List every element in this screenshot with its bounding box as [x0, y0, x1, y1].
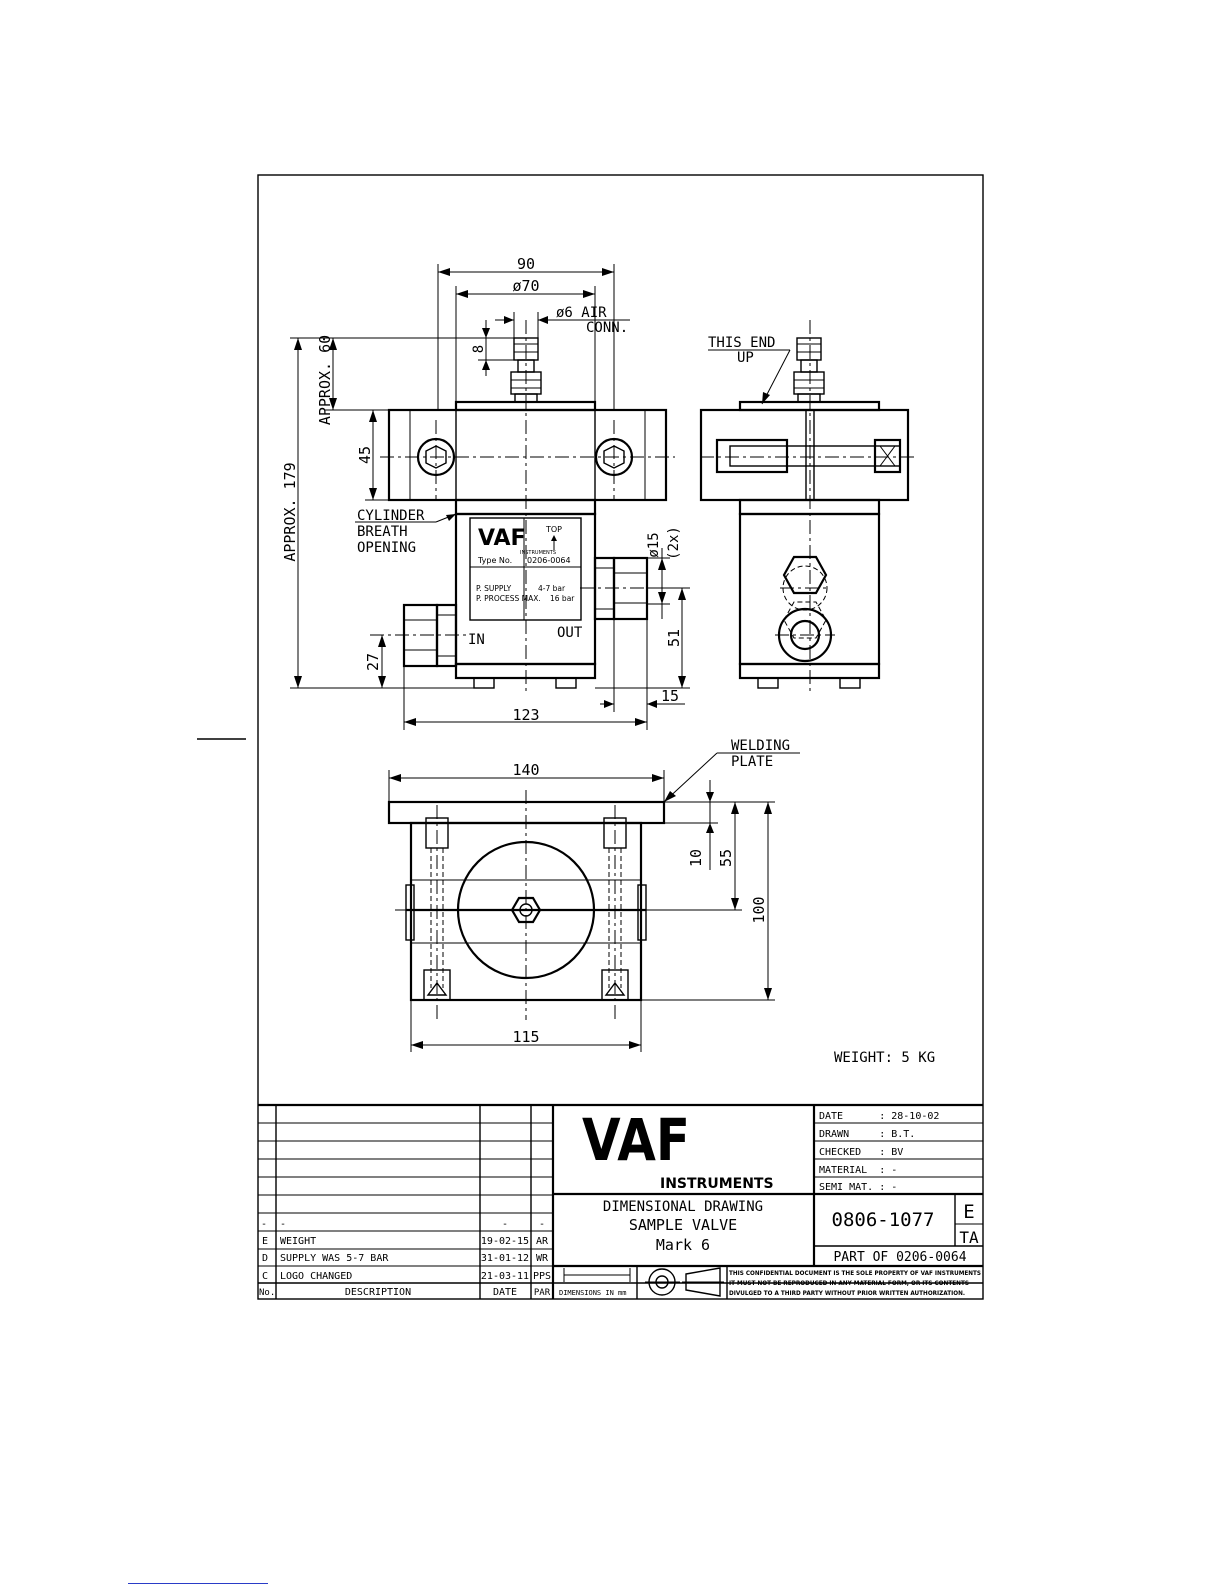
welding-label: WELDING	[731, 738, 791, 754]
rev-header-no: No.	[259, 1288, 276, 1298]
rev-par: AR	[535, 1236, 549, 1247]
rev-no: -	[261, 1219, 268, 1230]
nameplate-supply-value: 4-7 bar	[538, 584, 566, 593]
rev-desc: WEIGHT	[280, 1236, 317, 1247]
confidential-1: THIS CONFIDENTIAL DOCUMENT IS THE SOLE PROPERTY OF VAF INSTRUMENTS	[729, 1270, 981, 1277]
nameplate-supply-label: P. SUPPLY	[476, 584, 512, 593]
rev-par: PPS	[532, 1271, 552, 1282]
tb-semi-mat: SEMI MAT. : -	[819, 1182, 898, 1193]
side-air-fitting	[797, 338, 821, 360]
opening-label: OPENING	[357, 540, 417, 556]
dim-approx-179: APPROX. 179	[281, 462, 299, 562]
dim-140: 140	[512, 761, 540, 779]
dim-100: 100	[750, 896, 768, 924]
dim-115: 115	[512, 1028, 540, 1046]
sheet-size: TA	[959, 1228, 979, 1247]
dim-70: ø70	[512, 277, 540, 295]
rev-no: C	[262, 1271, 269, 1282]
dim-51: 51	[665, 628, 683, 648]
dim-123: 123	[512, 706, 540, 724]
rev-desc: SUPPLY WAS 5-7 BAR	[280, 1253, 389, 1264]
nameplate-instruments: INSTRUMENTS	[520, 550, 557, 556]
conn-label: CONN.	[586, 320, 629, 336]
confidential-3: DIVULGED TO A THIRD PARTY WITHOUT PRIOR WRITTEN AUTHORIZATION.	[729, 1290, 965, 1297]
rev-par: WR	[535, 1253, 549, 1264]
dim-6-air: ø6 AIR	[556, 305, 607, 321]
revision-letter: E	[963, 1201, 975, 1223]
front-dimensions	[290, 264, 690, 730]
breath-label: BREATH	[357, 524, 408, 540]
nameplate-type-value: 0206-0064	[527, 556, 571, 565]
rev-par: -	[538, 1219, 546, 1230]
side-view	[700, 320, 915, 695]
nameplate-top: TOP	[546, 525, 563, 534]
rev-header-par: PAR	[533, 1288, 551, 1298]
rev-desc: -	[280, 1219, 287, 1230]
rev-no: E	[262, 1236, 269, 1247]
dim-approx-60: APPROX. 60	[316, 334, 334, 426]
nameplate-type-label: Type No.	[478, 556, 513, 565]
clamp-section	[701, 410, 908, 500]
this-end-label: THIS END	[708, 335, 776, 351]
cylinder-label: CYLINDER	[357, 508, 425, 524]
rev-date: 19-02-15	[480, 1236, 530, 1247]
title-block	[559, 1106, 981, 1297]
rev-header-date: DATE	[492, 1287, 518, 1298]
dim-55: 55	[717, 848, 735, 868]
bottom-bolt	[556, 678, 576, 688]
title-line-1: DIMENSIONAL DRAWING	[602, 1199, 764, 1215]
tb-date: DATE : 28-10-02	[819, 1111, 940, 1122]
title-line-2: SAMPLE VALVE	[628, 1216, 738, 1234]
rev-date: -	[501, 1219, 509, 1230]
drawing-number: 0806-1077	[831, 1209, 935, 1231]
nameplate-process-label: P. PROCESS MAX.	[476, 594, 541, 603]
dim-8: 8	[471, 344, 487, 354]
rev-desc: LOGO CHANGED	[280, 1271, 353, 1282]
up-label: UP	[737, 350, 754, 366]
rev-date: 21-03-11	[480, 1271, 530, 1282]
dim-2x: (2x)	[666, 526, 682, 560]
rev-no: D	[262, 1253, 269, 1264]
dim-90: 90	[516, 255, 536, 273]
vaf-logo: VAF	[582, 1106, 690, 1174]
title-line-3: Mark 6	[655, 1236, 711, 1254]
rev-header-desc: DESCRIPTION	[344, 1287, 412, 1298]
rev-date: 31-01-12	[480, 1253, 530, 1264]
plan-view	[389, 790, 664, 1020]
in-label: IN	[468, 632, 485, 648]
nameplate-process-value: 16 bar	[550, 594, 575, 603]
out-label: OUT	[557, 625, 583, 641]
bolt-section	[717, 440, 787, 472]
tb-drawn: DRAWN : B.T.	[819, 1129, 916, 1140]
dim-15-dia: ø15	[646, 532, 662, 558]
weight-label: WEIGHT: 5 KG	[834, 1050, 936, 1066]
confidential-2: IT MUST NOT BE REPRODUCED IN ANY MATERIAL FORM, OR ITS CONTENTS	[729, 1280, 969, 1287]
dim-45: 45	[356, 445, 374, 465]
bottom-bolt	[474, 678, 494, 688]
tb-material: MATERIAL : -	[819, 1165, 898, 1176]
vaf-logo-sub: INSTRUMENTS	[660, 1176, 774, 1192]
tb-checked: CHECKED : BV	[819, 1147, 904, 1158]
dim-15: 15	[660, 687, 680, 705]
plate-label: PLATE	[731, 754, 774, 770]
dimensions-in: DIMENSIONS IN mm	[559, 1289, 627, 1297]
part-of: PART OF 0206-0064	[833, 1250, 967, 1265]
dim-10: 10	[687, 848, 705, 868]
nameplate-logo: VAF	[478, 526, 526, 551]
dim-27: 27	[364, 652, 382, 672]
